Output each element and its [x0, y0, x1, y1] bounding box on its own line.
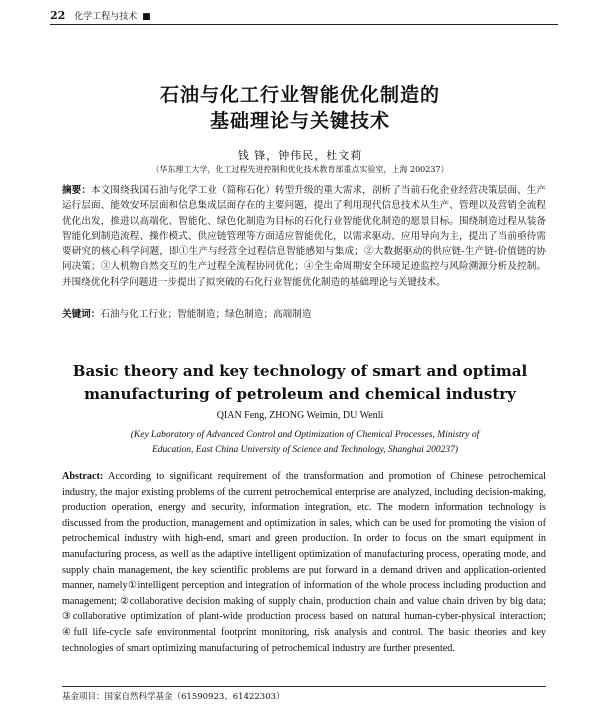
- cn-title-line2: 基础理论与关键技术: [209, 110, 390, 132]
- en-title: [0, 360, 600, 406]
- funding-footnote: 基金项目：国家自然科学基金（61590923、61422303）: [62, 686, 546, 702]
- header-mark: ■: [142, 12, 151, 22]
- en-abstract-label: Abstract:: [62, 471, 104, 482]
- page-number: 22: [50, 9, 66, 22]
- en-title-line1: Basic theory and key technology of smart and optimal: [72, 362, 528, 380]
- cn-keywords-text: 石油与化工行业；智能制造；绿色制造；高端制造: [100, 309, 312, 320]
- en-abstract-text: According to significant requirement of the transformation and promotion of Chinese petrochemical industry, the major existing problems of the current petrochemical enterprise are analyzed, including decision-making, production operation, energy and security, information integration, etc. The modern information technology is discussed from the production, management and optimization in sales, which can be used for promoting the vision of petrochemical industry with high-end, smart and green production. In order to focus on the smart equipment in manufacturing process, as well as the adaptive intelligent optimization of manufacturing process, operating mode, and supply chain management, the key scientific problems are put forward in a demand driven and application-oriented manner, namely①intelligent perception and integration of information of the whole process including production and management; ②collaborative decision making of supply chain, production chain and value chain driven by big data; ③collaborative optimization of plant-wide production process based on natural human-cyber-physical interaction; ④full life-cycle safe environmental footprint monitoring, risk analysis and control. The basic theories and key technologies of smart optimizing manufacturing of petrochemical industry are further presented.: [62, 471, 547, 654]
- en-affiliation-line1: (Key Laboratory of Advanced Control and Optimization of Chemical Processes, Ministry of: [130, 430, 480, 440]
- cn-keywords-label: 关键词：: [62, 309, 101, 320]
- cn-keywords: [62, 307, 546, 322]
- cn-title: [0, 82, 600, 134]
- en-affiliation-line2: Education, East China University of Science and Technology, Shanghai 200237): [152, 445, 458, 455]
- cn-affiliation: （华东理工大学，化工过程先进控制和优化技术教育部重点实验室，上海 200237）: [151, 165, 449, 174]
- en-title-line2: manufacturing of petroleum and chemical industry: [84, 385, 516, 403]
- cn-abstract: [62, 183, 546, 290]
- cn-abstract-label: 摘要：: [62, 185, 92, 196]
- cn-abstract-text: 本文围绕我国石油与化学工业（简称石化）转型升级的重大需求，剖析了当前石化企业经营决策层面、生产运行层面、能效安环层面和信息集成层面存在的主要问题，提出了利用现代信息技术从生产、管理以及营销全流程优化出发，推进以高端化、智能化、绿色化制造为目标的石化行业智能优化制造的愿景目标。围绕制造过程从装备智能化到制造流程、操作模式、供应链管理等方面适应智能优化，以需求驱动、应用导向为主，提出了当前亟待需要研究的核心科学问题，即①生产与经营全过程信息智能感知与集成；②大数据驱动的供应链-生产链-价值链的协同决策；③人机物自然交互的生产过程全流程协同优化；④全生命周期安全环境足迹监控与风险溯源分析及控制。并围绕优化科学问题进一步提出了拟突破的石化行业智能优化制造的基础理论与关键技术。: [62, 185, 547, 288]
- en-affiliation: [80, 428, 530, 458]
- cn-title-line1: 石油与化工行业智能优化制造的: [159, 84, 440, 106]
- en-authors: QIAN Feng, ZHONG Weimin, DU Wenli: [216, 410, 384, 421]
- en-abstract: [62, 469, 546, 656]
- journal-name: 化学工程与技术: [74, 12, 138, 22]
- cn-authors: 钱 锋，钟伟民，杜文莉: [237, 149, 363, 162]
- running-header: [50, 9, 558, 25]
